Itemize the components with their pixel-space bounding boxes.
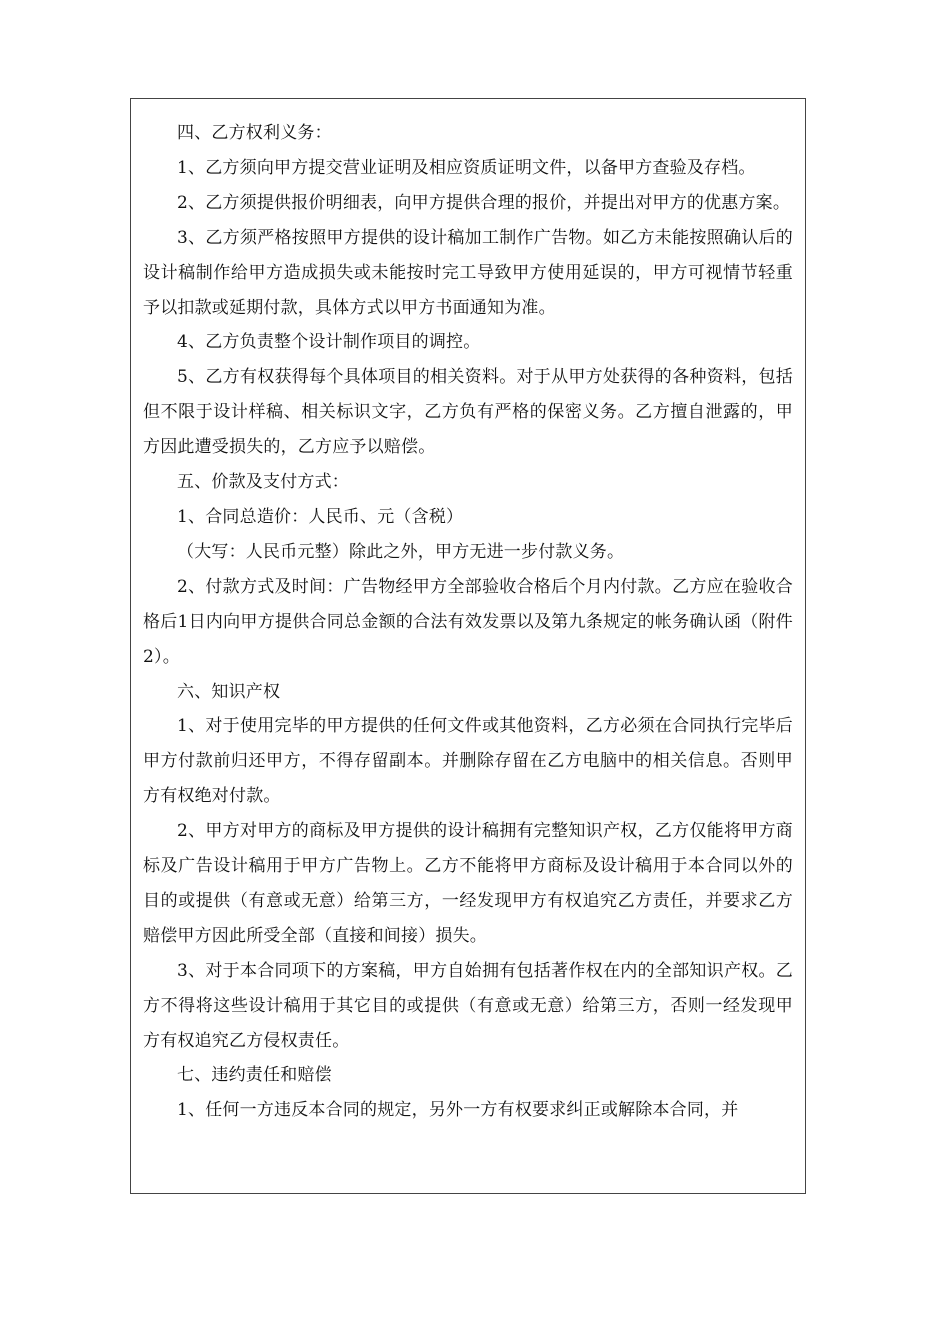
clause-5-1-amount-in-words: （大写：人民币元整）除此之外，甲方无进一步付款义务。 bbox=[177, 541, 625, 562]
contract-page-frame bbox=[130, 98, 806, 1194]
clause-4-3: 3、乙方须严格按照甲方提供的设计稿加工制作广告物。如乙方未能按照确认后的设计稿制作给甲方造成损失或未能按时完工导致甲方使用延误的，甲方可视情节轻重予以扣款或延期付款，具体方式以甲方书面通知为准。 bbox=[143, 227, 793, 318]
heading-section-6: 六、知识产权 bbox=[177, 681, 281, 702]
heading-section-5: 五、价款及支付方式： bbox=[177, 472, 349, 493]
heading-section-7: 七、违约责任和赔偿 bbox=[177, 1065, 332, 1086]
clause-4-2: 2、乙方须提供报价明细表，向甲方提供合理的报价，并提出对甲方的优惠方案。 bbox=[177, 192, 791, 213]
clause-4-5: 5、乙方有权获得每个具体项目的相关资料。对于从甲方处获得的各种资料，包括但不限于设计样稿、相关标识文字，乙方负有严格的保密义务。乙方擅自泄露的，甲方因此遭受损失的，乙方应予以赔偿。 bbox=[143, 367, 793, 458]
heading-section-4: 四、乙方权利义务： bbox=[177, 123, 332, 143]
clause-5-2: 2、付款方式及时间：广告物经甲方全部验收合格后个月内付款。乙方应在验收合格后1日内向甲方提供合同总金额的合法有效发票以及第九条规定的帐务确认函（附件2）。 bbox=[143, 576, 793, 667]
clause-6-2: 2、甲方对甲方的商标及甲方提供的设计稿拥有完整知识产权，乙方仅能将甲方商标及广告设计稿用于甲方广告物上。乙方不能将甲方商标及设计稿用于本合同以外的目的或提供（有意或无意）给第三方，一经发现甲方有权追究乙方责任，并要求乙方赔偿甲方因此所受全部（直接和间接）损失。 bbox=[143, 821, 793, 946]
clause-4-4: 4、乙方负责整个设计制作项目的调控。 bbox=[177, 332, 481, 353]
clause-7-1: 1、任何一方违反本合同的规定，另外一方有权要求纠正或解除本合同，并 bbox=[177, 1100, 739, 1121]
clause-6-1: 1、对于使用完毕的甲方提供的任何文件或其他资料，乙方必须在合同执行完毕后甲方付款前归还甲方，不得存留副本。并删除存留在乙方电脑中的相关信息。否则甲方有权绝对付款。 bbox=[143, 716, 793, 807]
clause-4-1: 1、乙方须向甲方提交营业证明及相应资质证明文件，以备甲方查验及存档。 bbox=[177, 157, 756, 178]
clause-5-1: 1、合同总造价：人民币、元（含税） bbox=[177, 506, 464, 527]
clause-6-3: 3、对于本合同项下的方案稿，甲方自始拥有包括著作权在内的全部知识产权。乙方不得将这些设计稿用于其它目的或提供（有意或无意）给第三方，否则一经发现甲方有权追究乙方侵权责任。 bbox=[143, 960, 793, 1051]
